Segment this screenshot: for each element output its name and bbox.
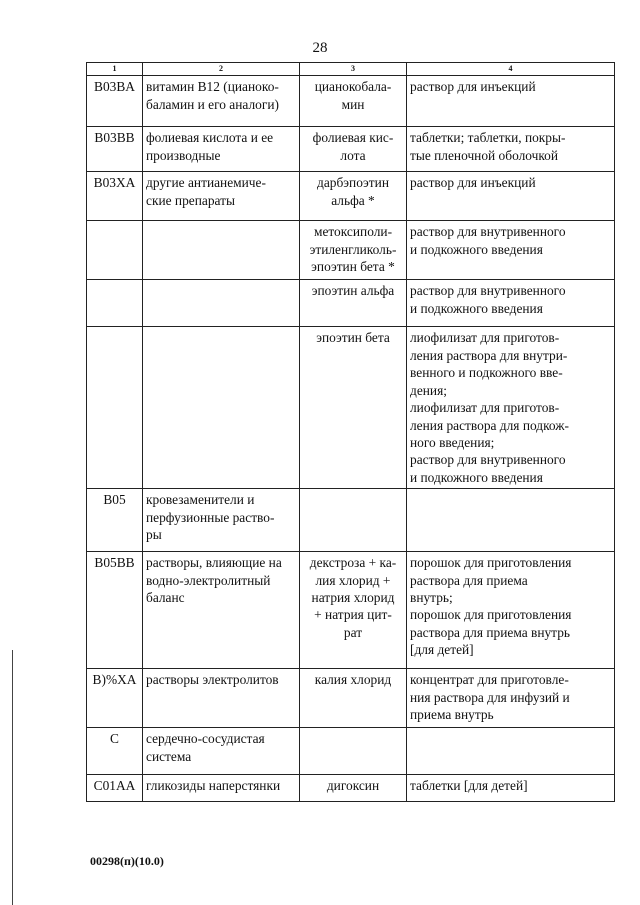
- dosage-form-cell: раствор для внутривенного и подкожного введения: [407, 221, 615, 280]
- drug-cell: эпоэтин бета: [300, 327, 407, 489]
- atc-code-cell: [87, 221, 143, 280]
- atc-code-cell: C: [87, 728, 143, 775]
- column-header: 1: [87, 63, 143, 76]
- table-row: [87, 76, 615, 127]
- table-row: [87, 280, 615, 327]
- group-cell: [143, 327, 300, 489]
- drug-table: [86, 62, 615, 802]
- dosage-form-cell: раствор для инъекций: [407, 76, 615, 127]
- atc-code-cell: B05BB: [87, 552, 143, 669]
- atc-code-cell: [87, 327, 143, 489]
- table-row: [87, 669, 615, 728]
- table-row: [87, 327, 615, 489]
- drug-cell: декстроза + ка- лия хлорид + натрия хлорид + натрия цит- рат: [300, 552, 407, 669]
- group-cell: кровезаменители и перфузионные раство- ры: [143, 489, 300, 552]
- drug-cell: [300, 489, 407, 552]
- drug-cell: калия хлорид: [300, 669, 407, 728]
- group-cell: [143, 221, 300, 280]
- drug-cell: дарбэпоэтин альфа *: [300, 172, 407, 221]
- document-footer-code: 00298(п)(10.0): [90, 854, 164, 868]
- dosage-form-cell: концентрат для приготовле- ния раствора для инфузий и приема внутрь: [407, 669, 615, 728]
- group-cell: другие антианемиче- ские препараты: [143, 172, 300, 221]
- atc-code-cell: B03BA: [87, 76, 143, 127]
- group-cell: гликозиды наперстянки: [143, 775, 300, 802]
- table-row: [87, 728, 615, 775]
- drug-cell: эпоэтин альфа: [300, 280, 407, 327]
- dosage-form-cell: таблетки; таблетки, покры- тые пленочной оболочкой: [407, 127, 615, 172]
- atc-code-cell: C01AA: [87, 775, 143, 802]
- table-row: [87, 221, 615, 280]
- drug-cell: дигоксин: [300, 775, 407, 802]
- dosage-form-cell: раствор для внутривенного и подкожного введения: [407, 280, 615, 327]
- table-row: [87, 775, 615, 802]
- atc-code-cell: B03XA: [87, 172, 143, 221]
- dosage-form-cell: таблетки [для детей]: [407, 775, 615, 802]
- atc-code-cell: [87, 280, 143, 327]
- group-cell: [143, 280, 300, 327]
- group-cell: растворы электролитов: [143, 669, 300, 728]
- column-header: 2: [143, 63, 300, 76]
- dosage-form-cell: лиофилизат для приготов- ления раствора для внутри- венного и подкожного вве- дения; лиофилизат для приготов- ления раствора для подкож- ного введения; раствор для внутривенного и подкожного введения: [407, 327, 615, 489]
- dosage-form-cell: раствор для инъекций: [407, 172, 615, 221]
- scan-margin-line: [12, 650, 13, 905]
- group-cell: витамин B12 (цианоко- баламин и его аналоги): [143, 76, 300, 127]
- drug-cell: [300, 728, 407, 775]
- dosage-form-cell: порошок для приготовления раствора для приема внутрь; порошок для приготовления раствора для приема внутрь [для детей]: [407, 552, 615, 669]
- dosage-form-cell: [407, 489, 615, 552]
- atc-code-cell: B)%XA: [87, 669, 143, 728]
- atc-code-cell: B05: [87, 489, 143, 552]
- drug-cell: метоксиполи- этиленгликоль- эпоэтин бета *: [300, 221, 407, 280]
- dosage-form-cell: [407, 728, 615, 775]
- drug-cell: цианокобала- мин: [300, 76, 407, 127]
- table-row: [87, 489, 615, 552]
- column-header: 4: [407, 63, 615, 76]
- group-cell: растворы, влияющие на водно-электролитный баланс: [143, 552, 300, 669]
- group-cell: фолиевая кислота и ее производные: [143, 127, 300, 172]
- page-number: 28: [312, 40, 328, 56]
- table-row: [87, 552, 615, 669]
- atc-code-cell: B03BB: [87, 127, 143, 172]
- group-cell: сердечно-сосудистая система: [143, 728, 300, 775]
- drug-cell: фолиевая кис- лота: [300, 127, 407, 172]
- table-row: [87, 127, 615, 172]
- column-header: 3: [300, 63, 407, 76]
- table-row: [87, 172, 615, 221]
- table-header-row: [87, 63, 615, 76]
